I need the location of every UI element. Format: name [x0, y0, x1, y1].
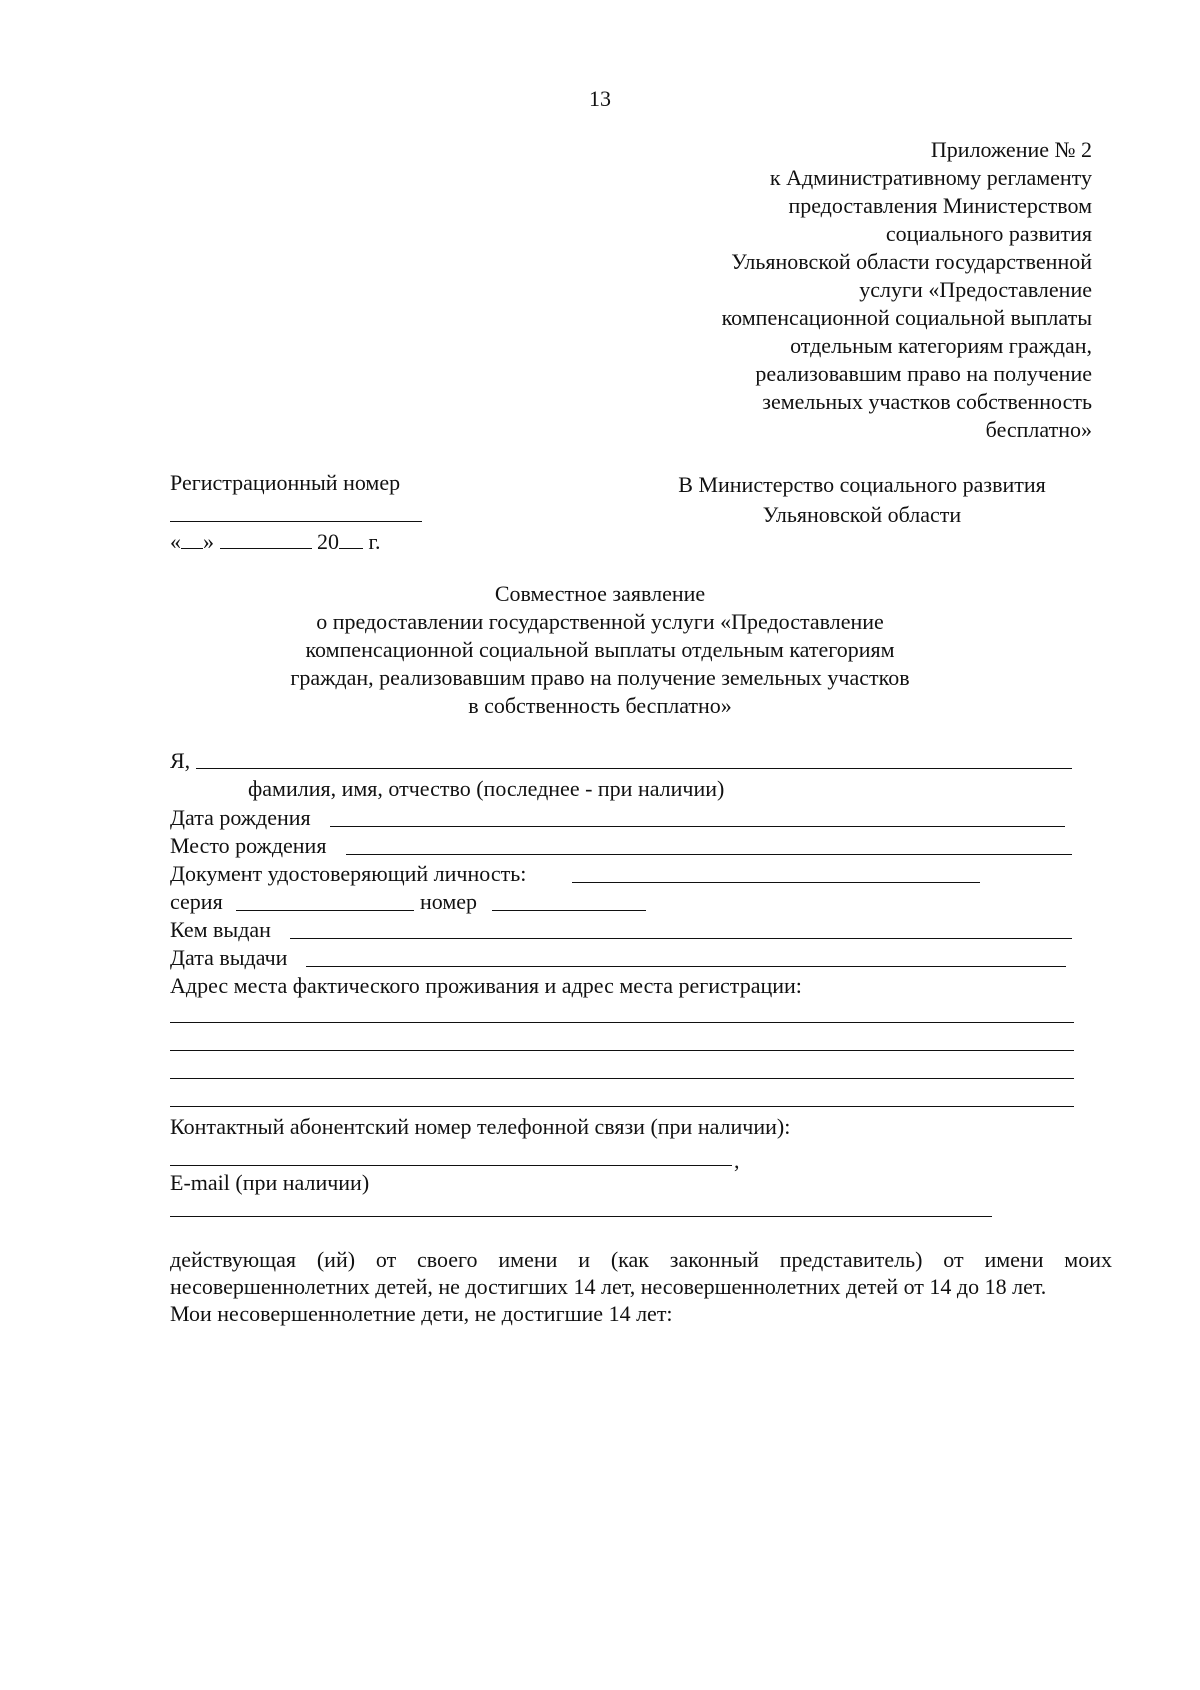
appendix-line: земельных участков собственность [762, 389, 1092, 414]
day-field[interactable] [181, 528, 203, 549]
birth-place-field[interactable] [346, 854, 1072, 855]
appendix-line: к Административному регламенту [769, 165, 1092, 190]
id-document-field[interactable] [572, 882, 980, 883]
birth-place-label: Место рождения [170, 833, 327, 858]
phone-comma: , [734, 1148, 740, 1173]
fio-field[interactable] [196, 768, 1072, 769]
email-label: E-mail (при наличии) [170, 1170, 370, 1195]
issue-date-field[interactable] [306, 966, 1066, 967]
number-label: номер [420, 889, 478, 914]
issued-by-field[interactable] [290, 938, 1072, 939]
title-line: граждан, реализовавшим право на получение земельных участков [290, 665, 910, 690]
appendix-line: услуги «Предоставление [859, 277, 1092, 302]
appendix-line: социального развития [885, 221, 1092, 246]
birth-date-field[interactable] [330, 826, 1065, 827]
page-number: 13 [589, 86, 611, 111]
issue-date-label: Дата выдачи [170, 945, 288, 970]
acting-paragraph: действующая (ий) от своего имени и (как законный представитель) от имени моих несовершеннолетних детей, не достигших 14 лет, несовершеннолетних детей от 14 до 18 лет. [170, 1247, 1112, 1299]
fio-hint: фамилия, имя, отчество (последнее - при наличии) [248, 776, 725, 801]
appendix-line: бесплатно» [985, 417, 1092, 442]
title-line: Совместное заявление [494, 581, 706, 606]
year-field[interactable] [339, 528, 363, 549]
addressee-line: Ульяновской области [762, 502, 962, 527]
i-label: Я, [170, 748, 191, 773]
phone-field[interactable] [170, 1165, 732, 1166]
year-prefix: 20 [317, 529, 339, 554]
appendix-header [572, 136, 1092, 444]
address-line-1[interactable] [170, 1022, 1074, 1023]
children-under-14-label: Мои несовершеннолетние дети, не достигшие 14 лет: [170, 1301, 673, 1326]
registration-label: Регистрационный номер [170, 470, 401, 495]
title-line: в собственность бесплатно» [468, 693, 732, 718]
appendix-line: Приложение № 2 [930, 137, 1092, 162]
appendix-line: отдельным категориям граждан, [790, 333, 1092, 358]
registration-number-line[interactable] [170, 521, 422, 522]
registration-date [170, 528, 381, 555]
appendix-line: компенсационной социальной выплаты [721, 305, 1092, 330]
number-field[interactable] [492, 910, 646, 911]
appendix-line: реализовавшим право на получение [755, 361, 1092, 386]
series-field[interactable] [236, 910, 414, 911]
title-line: компенсационной социальной выплаты отдельным категориям [305, 637, 895, 662]
appendix-line: предоставления Министерством [788, 193, 1092, 218]
email-field[interactable] [170, 1216, 992, 1217]
series-label: серия [170, 889, 223, 914]
phone-label: Контактный абонентский номер телефонной связи (при наличии): [170, 1114, 791, 1139]
title-line: о предоставлении государственной услуги «Предоставление [316, 609, 884, 634]
date-close-quote: » [203, 529, 214, 554]
birth-date-label: Дата рождения [170, 805, 311, 830]
month-field[interactable] [220, 528, 312, 549]
addressee-line: В Министерство социального развития [678, 472, 1046, 497]
address-label: Адрес места фактического проживания и адрес места регистрации: [170, 973, 802, 998]
body-text [170, 1246, 1112, 1327]
document-title [0, 580, 1200, 720]
address-line-3[interactable] [170, 1078, 1074, 1079]
year-suffix: г. [368, 529, 381, 554]
address-line-4[interactable] [170, 1106, 1074, 1107]
appendix-line: Ульяновской области государственной [731, 249, 1092, 274]
issued-by-label: Кем выдан [170, 917, 271, 942]
addressee [652, 470, 1072, 530]
address-line-2[interactable] [170, 1050, 1074, 1051]
id-document-label: Документ удостоверяющий личность: [170, 861, 527, 886]
date-open-quote: « [170, 529, 181, 554]
